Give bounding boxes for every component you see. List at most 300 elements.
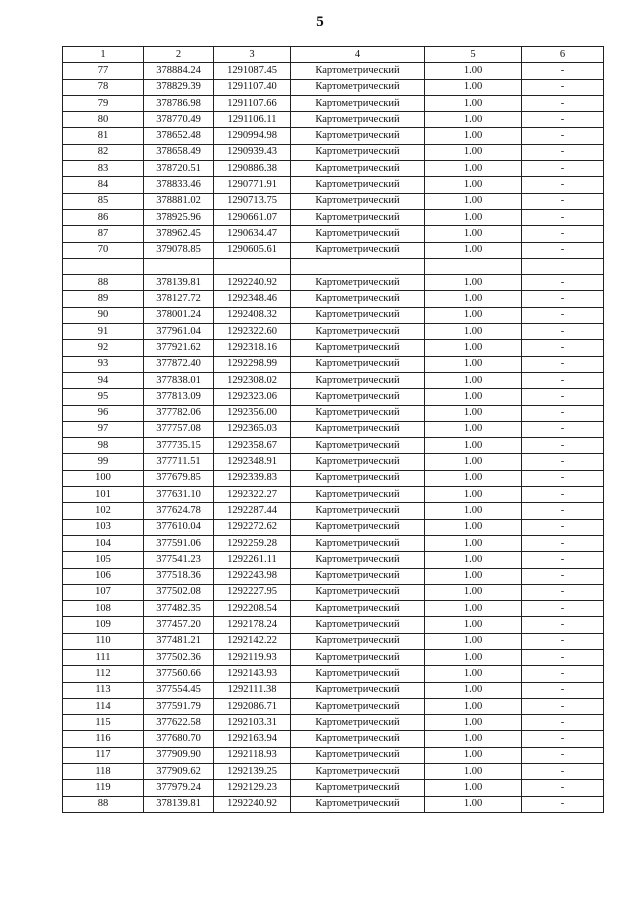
point-number-cell: 109 xyxy=(63,617,144,633)
accuracy-cell: 1.00 xyxy=(425,601,522,617)
description-cell: - xyxy=(522,649,604,665)
method-cell: Картометрический xyxy=(291,633,425,649)
accuracy-cell: 1.00 xyxy=(425,519,522,535)
table-row xyxy=(63,209,604,225)
coordinates-table xyxy=(62,46,604,813)
point-number-cell: 113 xyxy=(63,682,144,698)
accuracy-cell: 1.00 xyxy=(425,552,522,568)
x-coordinate-cell: 377838.01 xyxy=(144,372,214,388)
point-number-cell: 99 xyxy=(63,454,144,470)
accuracy-cell: 1.00 xyxy=(425,421,522,437)
table-row xyxy=(63,356,604,372)
x-coordinate-cell: 377813.09 xyxy=(144,389,214,405)
y-coordinate-cell: 1292348.46 xyxy=(214,291,291,307)
table-row xyxy=(63,470,604,486)
accuracy-cell: 1.00 xyxy=(425,470,522,486)
table-row xyxy=(63,226,604,242)
method-cell: Картометрический xyxy=(291,275,425,291)
point-number-cell: 90 xyxy=(63,307,144,323)
point-number-cell: 103 xyxy=(63,519,144,535)
table-row xyxy=(63,649,604,665)
description-cell: - xyxy=(522,584,604,600)
method-cell: Картометрический xyxy=(291,356,425,372)
column-header: 5 xyxy=(425,47,522,63)
x-coordinate-cell: 377624.78 xyxy=(144,503,214,519)
point-number-cell: 89 xyxy=(63,291,144,307)
description-cell: - xyxy=(522,242,604,258)
table-row xyxy=(63,698,604,714)
table-row xyxy=(63,731,604,747)
point-number-cell: 119 xyxy=(63,780,144,796)
point-number-cell: 112 xyxy=(63,666,144,682)
x-coordinate-cell: 378001.24 xyxy=(144,307,214,323)
description-cell: - xyxy=(522,568,604,584)
table-row xyxy=(63,519,604,535)
accuracy-cell: 1.00 xyxy=(425,79,522,95)
x-coordinate-cell: 377518.36 xyxy=(144,568,214,584)
x-coordinate-cell: 377457.20 xyxy=(144,617,214,633)
table-row xyxy=(63,79,604,95)
y-coordinate-cell: 1292308.02 xyxy=(214,372,291,388)
method-cell: Картометрический xyxy=(291,584,425,600)
y-coordinate-cell: 1292142.22 xyxy=(214,633,291,649)
description-cell: - xyxy=(522,209,604,225)
description-cell: - xyxy=(522,356,604,372)
y-coordinate-cell: 1290939.43 xyxy=(214,144,291,160)
x-coordinate-cell: 378652.48 xyxy=(144,128,214,144)
table-header xyxy=(63,47,604,63)
table-row xyxy=(63,177,604,193)
y-coordinate-cell: 1292356.00 xyxy=(214,405,291,421)
y-coordinate-cell: 1292318.16 xyxy=(214,340,291,356)
description-cell: - xyxy=(522,161,604,177)
method-cell: Картометрический xyxy=(291,209,425,225)
accuracy-cell: 1.00 xyxy=(425,715,522,731)
table-row xyxy=(63,454,604,470)
table-row xyxy=(63,291,604,307)
table-row xyxy=(63,112,604,128)
x-coordinate-cell: 377680.70 xyxy=(144,731,214,747)
point-number-cell: 104 xyxy=(63,535,144,551)
x-coordinate-cell: 377554.45 xyxy=(144,682,214,698)
description-cell: - xyxy=(522,95,604,111)
method-cell: Картометрический xyxy=(291,324,425,340)
point-number-cell: 88 xyxy=(63,796,144,812)
x-coordinate-cell: 377679.85 xyxy=(144,470,214,486)
point-number-cell: 107 xyxy=(63,584,144,600)
accuracy-cell: 1.00 xyxy=(425,584,522,600)
point-number-cell: 81 xyxy=(63,128,144,144)
description-cell: - xyxy=(522,112,604,128)
point-number-cell: 93 xyxy=(63,356,144,372)
method-cell: Картометрический xyxy=(291,666,425,682)
table-row xyxy=(63,340,604,356)
point-number-cell: 87 xyxy=(63,226,144,242)
accuracy-cell: 1.00 xyxy=(425,780,522,796)
table-row xyxy=(63,307,604,323)
table-row xyxy=(63,144,604,160)
method-cell: Картометрический xyxy=(291,177,425,193)
y-coordinate-cell: 1291087.45 xyxy=(214,63,291,79)
table-row xyxy=(63,715,604,731)
point-number-cell: 92 xyxy=(63,340,144,356)
accuracy-cell: 1.00 xyxy=(425,209,522,225)
accuracy-cell: 1.00 xyxy=(425,405,522,421)
y-coordinate-cell: 1292208.54 xyxy=(214,601,291,617)
accuracy-cell: 1.00 xyxy=(425,128,522,144)
x-coordinate-cell: 378786.98 xyxy=(144,95,214,111)
y-coordinate-cell: 1290713.75 xyxy=(214,193,291,209)
accuracy-cell: 1.00 xyxy=(425,633,522,649)
table-row xyxy=(63,584,604,600)
y-coordinate-cell: 1290771.91 xyxy=(214,177,291,193)
description-cell xyxy=(522,258,604,274)
description-cell: - xyxy=(522,487,604,503)
method-cell: Картометрический xyxy=(291,552,425,568)
description-cell: - xyxy=(522,780,604,796)
y-coordinate-cell: 1291106.11 xyxy=(214,112,291,128)
x-coordinate-cell: 378833.46 xyxy=(144,177,214,193)
x-coordinate-cell xyxy=(144,258,214,274)
method-cell: Картометрический xyxy=(291,764,425,780)
x-coordinate-cell: 377961.04 xyxy=(144,324,214,340)
y-coordinate-cell: 1290886.38 xyxy=(214,161,291,177)
x-coordinate-cell: 377782.06 xyxy=(144,405,214,421)
y-coordinate-cell: 1292227.95 xyxy=(214,584,291,600)
description-cell: - xyxy=(522,503,604,519)
method-cell: Картометрический xyxy=(291,405,425,421)
description-cell: - xyxy=(522,324,604,340)
method-cell: Картометрический xyxy=(291,438,425,454)
description-cell: - xyxy=(522,405,604,421)
description-cell: - xyxy=(522,682,604,698)
accuracy-cell: 1.00 xyxy=(425,666,522,682)
table-row xyxy=(63,747,604,763)
x-coordinate-cell: 377502.08 xyxy=(144,584,214,600)
y-coordinate-cell: 1290605.61 xyxy=(214,242,291,258)
description-cell: - xyxy=(522,552,604,568)
description-cell: - xyxy=(522,454,604,470)
description-cell: - xyxy=(522,421,604,437)
table-row xyxy=(63,682,604,698)
accuracy-cell: 1.00 xyxy=(425,682,522,698)
method-cell: Картометрический xyxy=(291,79,425,95)
point-number-cell: 77 xyxy=(63,63,144,79)
y-coordinate-cell: 1292163.94 xyxy=(214,731,291,747)
x-coordinate-cell: 377909.62 xyxy=(144,764,214,780)
point-number-cell: 70 xyxy=(63,242,144,258)
point-number-cell: 106 xyxy=(63,568,144,584)
x-coordinate-cell: 377481.21 xyxy=(144,633,214,649)
accuracy-cell: 1.00 xyxy=(425,487,522,503)
description-cell: - xyxy=(522,470,604,486)
method-cell: Картометрический xyxy=(291,291,425,307)
x-coordinate-cell: 378962.45 xyxy=(144,226,214,242)
point-number-cell: 110 xyxy=(63,633,144,649)
description-cell: - xyxy=(522,764,604,780)
point-number-cell: 83 xyxy=(63,161,144,177)
method-cell: Картометрический xyxy=(291,63,425,79)
accuracy-cell: 1.00 xyxy=(425,95,522,111)
y-coordinate-cell: 1292103.31 xyxy=(214,715,291,731)
accuracy-cell: 1.00 xyxy=(425,112,522,128)
description-cell: - xyxy=(522,731,604,747)
method-cell: Картометрический xyxy=(291,95,425,111)
method-cell: Картометрический xyxy=(291,128,425,144)
x-coordinate-cell: 377591.79 xyxy=(144,698,214,714)
method-cell: Картометрический xyxy=(291,161,425,177)
y-coordinate-cell: 1291107.40 xyxy=(214,79,291,95)
y-coordinate-cell: 1292240.92 xyxy=(214,796,291,812)
accuracy-cell: 1.00 xyxy=(425,275,522,291)
method-cell: Картометрический xyxy=(291,307,425,323)
x-coordinate-cell: 378884.24 xyxy=(144,63,214,79)
table-row xyxy=(63,95,604,111)
method-cell: Картометрический xyxy=(291,144,425,160)
point-number-cell: 79 xyxy=(63,95,144,111)
point-number-cell: 102 xyxy=(63,503,144,519)
point-number-cell: 118 xyxy=(63,764,144,780)
accuracy-cell: 1.00 xyxy=(425,747,522,763)
accuracy-cell: 1.00 xyxy=(425,796,522,812)
point-number-cell: 84 xyxy=(63,177,144,193)
table-row xyxy=(63,421,604,437)
method-cell: Картометрический xyxy=(291,503,425,519)
point-number-cell: 116 xyxy=(63,731,144,747)
table-row xyxy=(63,63,604,79)
table-row xyxy=(63,601,604,617)
description-cell: - xyxy=(522,226,604,242)
point-number-cell: 95 xyxy=(63,389,144,405)
accuracy-cell: 1.00 xyxy=(425,356,522,372)
accuracy-cell: 1.00 xyxy=(425,568,522,584)
y-coordinate-cell: 1292259.28 xyxy=(214,535,291,551)
method-cell: Картометрический xyxy=(291,747,425,763)
column-header: 1 xyxy=(63,47,144,63)
x-coordinate-cell: 378720.51 xyxy=(144,161,214,177)
accuracy-cell xyxy=(425,258,522,274)
accuracy-cell: 1.00 xyxy=(425,649,522,665)
method-cell: Картометрический xyxy=(291,470,425,486)
x-coordinate-cell: 377610.04 xyxy=(144,519,214,535)
y-coordinate-cell: 1292287.44 xyxy=(214,503,291,519)
x-coordinate-cell: 378925.96 xyxy=(144,209,214,225)
x-coordinate-cell: 377591.06 xyxy=(144,535,214,551)
accuracy-cell: 1.00 xyxy=(425,389,522,405)
point-number-cell xyxy=(63,258,144,274)
y-coordinate-cell: 1291107.66 xyxy=(214,95,291,111)
point-number-cell: 108 xyxy=(63,601,144,617)
point-number-cell: 94 xyxy=(63,372,144,388)
method-cell: Картометрический xyxy=(291,698,425,714)
point-number-cell: 100 xyxy=(63,470,144,486)
x-coordinate-cell: 379078.85 xyxy=(144,242,214,258)
description-cell: - xyxy=(522,275,604,291)
x-coordinate-cell: 378658.49 xyxy=(144,144,214,160)
y-coordinate-cell: 1292365.03 xyxy=(214,421,291,437)
point-number-cell: 78 xyxy=(63,79,144,95)
table-row xyxy=(63,193,604,209)
point-number-cell: 98 xyxy=(63,438,144,454)
x-coordinate-cell: 377502.36 xyxy=(144,649,214,665)
method-cell: Картометрический xyxy=(291,649,425,665)
table-row xyxy=(63,503,604,519)
y-coordinate-cell: 1290994.98 xyxy=(214,128,291,144)
accuracy-cell: 1.00 xyxy=(425,372,522,388)
accuracy-cell: 1.00 xyxy=(425,340,522,356)
table-row xyxy=(63,128,604,144)
method-cell: Картометрический xyxy=(291,112,425,128)
x-coordinate-cell: 378829.39 xyxy=(144,79,214,95)
description-cell: - xyxy=(522,372,604,388)
point-number-cell: 82 xyxy=(63,144,144,160)
method-cell: Картометрический xyxy=(291,715,425,731)
accuracy-cell: 1.00 xyxy=(425,177,522,193)
y-coordinate-cell: 1292272.62 xyxy=(214,519,291,535)
method-cell: Картометрический xyxy=(291,242,425,258)
table-row xyxy=(63,438,604,454)
y-coordinate-cell: 1292118.93 xyxy=(214,747,291,763)
method-cell: Картометрический xyxy=(291,340,425,356)
point-number-cell: 115 xyxy=(63,715,144,731)
y-coordinate-cell: 1290634.47 xyxy=(214,226,291,242)
description-cell: - xyxy=(522,63,604,79)
x-coordinate-cell: 378770.49 xyxy=(144,112,214,128)
page-number: 5 xyxy=(316,14,324,30)
description-cell: - xyxy=(522,698,604,714)
table-row xyxy=(63,552,604,568)
point-number-cell: 117 xyxy=(63,747,144,763)
accuracy-cell: 1.00 xyxy=(425,307,522,323)
table-row xyxy=(63,275,604,291)
method-cell: Картометрический xyxy=(291,519,425,535)
column-header: 4 xyxy=(291,47,425,63)
description-cell: - xyxy=(522,617,604,633)
method-cell: Картометрический xyxy=(291,372,425,388)
column-header: 3 xyxy=(214,47,291,63)
description-cell: - xyxy=(522,177,604,193)
x-coordinate-cell: 377482.35 xyxy=(144,601,214,617)
accuracy-cell: 1.00 xyxy=(425,63,522,79)
y-coordinate-cell: 1292339.83 xyxy=(214,470,291,486)
accuracy-cell: 1.00 xyxy=(425,535,522,551)
table-row xyxy=(63,568,604,584)
table-row xyxy=(63,617,604,633)
x-coordinate-cell: 377541.23 xyxy=(144,552,214,568)
description-cell: - xyxy=(522,519,604,535)
x-coordinate-cell: 378139.81 xyxy=(144,275,214,291)
point-number-cell: 91 xyxy=(63,324,144,340)
accuracy-cell: 1.00 xyxy=(425,731,522,747)
y-coordinate-cell: 1292408.32 xyxy=(214,307,291,323)
y-coordinate-cell: 1292240.92 xyxy=(214,275,291,291)
table-row xyxy=(63,324,604,340)
description-cell: - xyxy=(522,438,604,454)
y-coordinate-cell: 1292111.38 xyxy=(214,682,291,698)
accuracy-cell: 1.00 xyxy=(425,617,522,633)
y-coordinate-cell xyxy=(214,258,291,274)
method-cell: Картометрический xyxy=(291,780,425,796)
method-cell: Картометрический xyxy=(291,226,425,242)
y-coordinate-cell: 1292178.24 xyxy=(214,617,291,633)
accuracy-cell: 1.00 xyxy=(425,291,522,307)
y-coordinate-cell: 1292348.91 xyxy=(214,454,291,470)
description-cell: - xyxy=(522,389,604,405)
method-cell: Картометрический xyxy=(291,389,425,405)
point-number-cell: 114 xyxy=(63,698,144,714)
x-coordinate-cell: 377921.62 xyxy=(144,340,214,356)
table-row xyxy=(63,161,604,177)
method-cell: Картометрический xyxy=(291,193,425,209)
point-number-cell: 80 xyxy=(63,112,144,128)
x-coordinate-cell: 377872.40 xyxy=(144,356,214,372)
y-coordinate-cell: 1292322.60 xyxy=(214,324,291,340)
y-coordinate-cell: 1292323.06 xyxy=(214,389,291,405)
method-cell: Картометрический xyxy=(291,487,425,503)
table-row xyxy=(63,764,604,780)
description-cell: - xyxy=(522,747,604,763)
table-row xyxy=(63,405,604,421)
table-row xyxy=(63,389,604,405)
x-coordinate-cell: 378127.72 xyxy=(144,291,214,307)
x-coordinate-cell: 377735.15 xyxy=(144,438,214,454)
accuracy-cell: 1.00 xyxy=(425,438,522,454)
x-coordinate-cell: 377909.90 xyxy=(144,747,214,763)
description-cell: - xyxy=(522,340,604,356)
point-number-cell: 88 xyxy=(63,275,144,291)
description-cell: - xyxy=(522,307,604,323)
column-header: 2 xyxy=(144,47,214,63)
accuracy-cell: 1.00 xyxy=(425,193,522,209)
y-coordinate-cell: 1290661.07 xyxy=(214,209,291,225)
point-number-cell: 101 xyxy=(63,487,144,503)
point-number-cell: 111 xyxy=(63,649,144,665)
x-coordinate-cell: 377711.51 xyxy=(144,454,214,470)
header-row xyxy=(63,47,604,63)
accuracy-cell: 1.00 xyxy=(425,324,522,340)
y-coordinate-cell: 1292119.93 xyxy=(214,649,291,665)
table-row xyxy=(63,487,604,503)
table-row xyxy=(63,633,604,649)
table-row xyxy=(63,258,604,274)
method-cell: Картометрический xyxy=(291,682,425,698)
description-cell: - xyxy=(522,715,604,731)
x-coordinate-cell: 378881.02 xyxy=(144,193,214,209)
point-number-cell: 85 xyxy=(63,193,144,209)
x-coordinate-cell: 377979.24 xyxy=(144,780,214,796)
y-coordinate-cell: 1292139.25 xyxy=(214,764,291,780)
y-coordinate-cell: 1292261.11 xyxy=(214,552,291,568)
method-cell: Картометрический xyxy=(291,535,425,551)
y-coordinate-cell: 1292243.98 xyxy=(214,568,291,584)
y-coordinate-cell: 1292086.71 xyxy=(214,698,291,714)
y-coordinate-cell: 1292129.23 xyxy=(214,780,291,796)
description-cell: - xyxy=(522,79,604,95)
method-cell: Картометрический xyxy=(291,421,425,437)
x-coordinate-cell: 377757.08 xyxy=(144,421,214,437)
table-row xyxy=(63,242,604,258)
table-row xyxy=(63,796,604,812)
description-cell: - xyxy=(522,601,604,617)
accuracy-cell: 1.00 xyxy=(425,503,522,519)
y-coordinate-cell: 1292298.99 xyxy=(214,356,291,372)
method-cell: Картометрический xyxy=(291,568,425,584)
method-cell: Картометрический xyxy=(291,601,425,617)
y-coordinate-cell: 1292322.27 xyxy=(214,487,291,503)
accuracy-cell: 1.00 xyxy=(425,454,522,470)
accuracy-cell: 1.00 xyxy=(425,226,522,242)
accuracy-cell: 1.00 xyxy=(425,242,522,258)
